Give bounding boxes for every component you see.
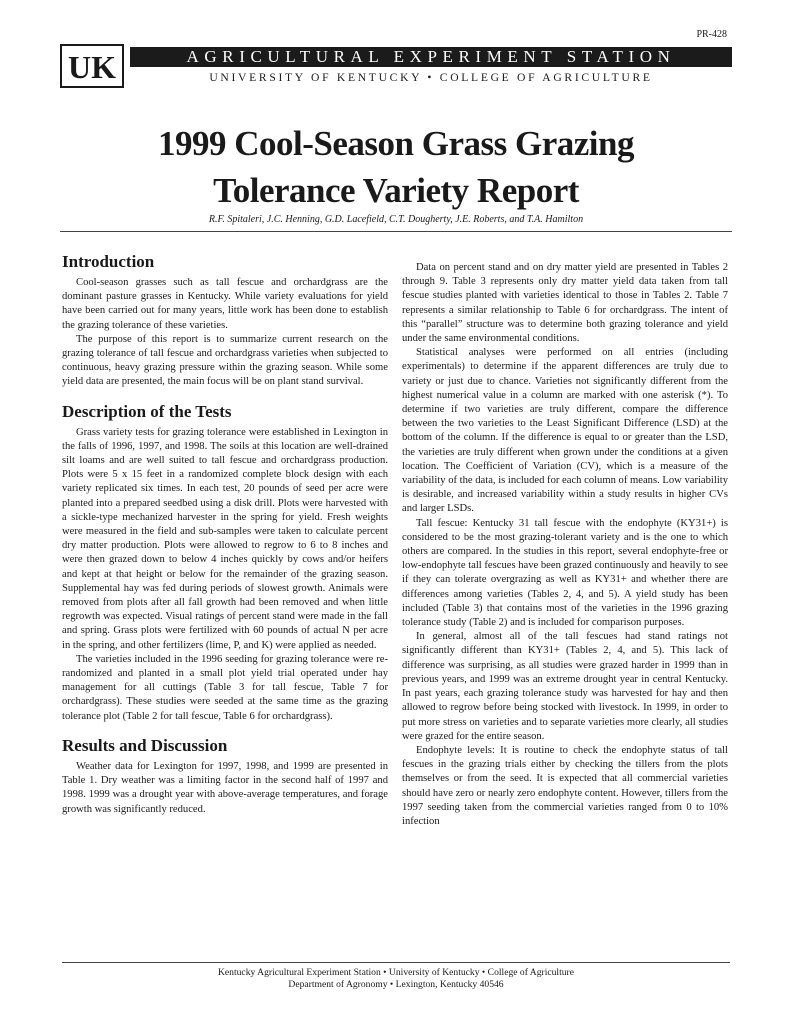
paragraph: Endophyte levels: It is routine to check the endophyte status of tall fescues in the grazing trials either by checking the tillers from the plots themselves or from the seed. It is expected that all commercial varieties should have zero or nearly zero endophyte content. However, tillers from the 1997 seeding taken from the commercial varieties ranged from 0 to 10% infection — [402, 744, 728, 827]
masthead — [60, 44, 732, 88]
footer-line-2: Department of Agronomy • Lexington, Kentucky 40546 — [288, 979, 504, 990]
paragraph: In general, almost all of the tall fescues had stand ratings not significantly different than KY31+ (Tables 2, 4, and 5). This lack of difference was surprising, as all studies were grazed harder in 1999 than in previous years, and 1999 was an extreme drought year in central Kentucky. In past years, each grazing tolerance study was harvested for hay and then allowed to regrow before being stocked with livestock. In 1999, in order to put more stress on varieties and to separate varieties more clearly, all studies were grazed for the entire season. — [402, 631, 728, 742]
section-heading-introduction: Introduction — [62, 252, 155, 271]
right-column — [402, 261, 728, 829]
paragraph: Cool-season grasses such as tall fescue and orchardgrass are the dominant pasture grasses in Kentucky. While variety evaluations for yield have been carried out for many years, little work has been done to establish the grazing tolerance of these varieties. — [62, 277, 388, 331]
logo-text: UK — [68, 49, 116, 85]
paragraph: Statistical analyses were performed on all entries (including experimentals) to determine if the apparent differences are truly due to variety or just due to chance. Varieties not significantly different from the highest numerical value in a column are marked with one asterisk (*). To determine if two varieties are truly different, compare the difference between the two varieties to the Least Significant Difference (LSD) at the bottom of the column. If the difference is equal to or greater than the LSD, the varieties are truly different when grown under the conditions at a given location. The Coefficient of Variation (CV), which is a measure of the variability of the data, is included for each column of means. Low variability is desirable, and increased variability within a study results in higher CVs and larger LSDs. — [402, 347, 728, 515]
paragraph: Grass variety tests for grazing tolerance were established in Lexington in the falls of 1996, 1997, and 1998. The soils at this location are well-drained silt loams and are well suited to tall fescue and orchardgrass production. Plots were 5 x 15 feet in a randomized complete block design with each variety replicated six times. In each test, 20 pounds of seed per acre were planted into a prepared seedbed using a disk drill. Plots were harvested with a sickle-type mechanized harvester in the spring for yield. Fresh weights were measured in the field and sub-samples were taken to calculate percent dry matter production. Plots were allowed to regrow to 6 to 8 inches and were then grazed down to below 4 inches quickly by cows and/or heifers and kept at that height or below for the remainder of the grazing season. Supplemental hay was fed during periods of slowest growth. Animals were removed from plots after all fall growth had been removed and when little regrowth was expected. Visual ratings of percent stand were made in the fall and spring. Grass plots were fertilized with 60 pounds of actual N per acre in the spring, and other fertilizers (lime, P, and K) were applied as needed. — [62, 426, 388, 651]
title-line-1: 1999 Cool-Season Grass Grazing — [158, 124, 634, 163]
paragraph: Weather data for Lexington for 1997, 1998, and 1999 are presented in Table 1. Dry weather was a limiting factor in the second half of 1997 and 1998. 1999 was a drought year with above-average temperatures, and forage growth was significantly reduced. — [62, 760, 388, 815]
station-name: AGRICULTURAL EXPERIMENT STATION — [130, 47, 732, 67]
institution-line: UNIVERSITY OF KENTUCKY • COLLEGE OF AGRICULTURE — [209, 71, 653, 84]
uk-logo — [60, 44, 124, 88]
paragraph: The purpose of this report is to summarize current research on the grazing tolerance of tall fescue and orchardgrass varieties when subjected to continuous, heavy grazing pressure within the grazing season. While some yield data are presented, the main focus will be on plant stand survival. — [62, 333, 388, 388]
left-column — [62, 252, 388, 817]
paragraph: The varieties included in the 1996 seeding for grazing tolerance were re-randomized and planted in a small plot yield trial operated under hay management for all cuttings (Table 3 for tall fescue, Table 7 for orchardgrass). These studies were seeded at the same time as the grazing tolerance plot (Table 2 for tall fescue, Table 6 for orchardgrass). — [62, 653, 388, 722]
authors: R.F. Spitaleri, J.C. Henning, G.D. Lacefield, C.T. Dougherty, J.E. Roberts, and T.A. Hamilton — [60, 214, 732, 232]
page-title — [60, 120, 732, 214]
page-footer — [62, 962, 730, 991]
title-line-2: Tolerance Variety Report — [213, 171, 579, 210]
section-heading-results: Results and Discussion — [62, 735, 228, 755]
section-heading-description: Description of the Tests — [62, 401, 232, 421]
paragraph: Tall fescue: Kentucky 31 tall fescue with the endophyte (KY31+) is considered to be the most grazing-tolerant variety and is the one to which others are compared. In the studies in this report, several endophyte-free or low-endophyte tall fescues have been grazed continuously and heavily to see if they can tolerate overgrazing as well as KY31+ and whether there are differences among varieties (Tables 2, 4, and 5). A yield study has been included (Table 3) that contains most of the varieties in the 1996 grazing tolerance study (Table 2) and is included for comparison purposes. — [402, 517, 728, 629]
report-id: PR-428 — [696, 29, 727, 40]
footer-line-1: Kentucky Agricultural Experiment Station • University of Kentucky • College of Agriculture — [217, 967, 574, 978]
paragraph: Data on percent stand and on dry matter yield are presented in Tables 2 through 9. Table 3 represents only dry matter yield data taken from tall fescue studies planted with varieties identical to those in Tables 2. Table 7 represents a similar relationship to Table 6 for orchardgrass. The intent of this “parallel” structure was to determine both grazing tolerance and yield under the same environmental conditions. — [402, 262, 728, 345]
